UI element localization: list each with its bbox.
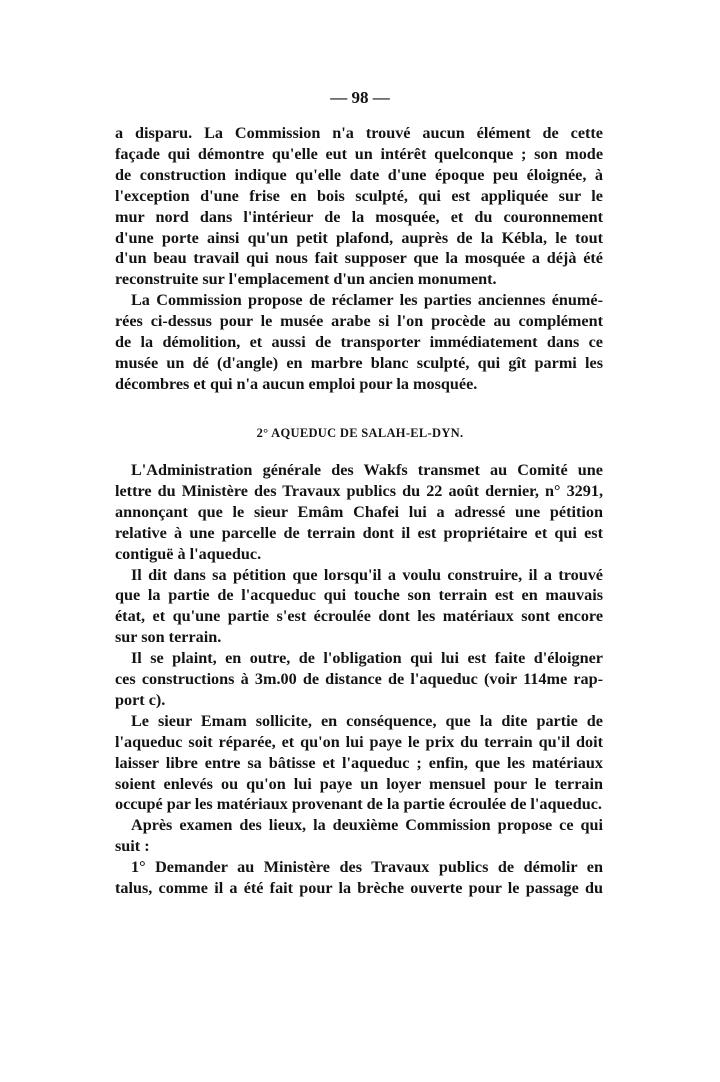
text-line: occupé par les matériaux provenant de la partie écroulée de l'aqueduc. bbox=[115, 795, 602, 814]
text-line: port c). bbox=[115, 690, 166, 709]
text-line: annonçant que le sieur Emâm Chafei lui a adressé une pétition bbox=[115, 502, 603, 521]
text-line: relative à une parcelle de terrain dont il est propriétaire et qui est bbox=[115, 523, 603, 542]
text-line: mur nord dans l'intérieur de la mosquée, et du couronnement bbox=[115, 207, 603, 226]
text-line: de construction indique qu'elle date d'une époque peu éloignée, à bbox=[115, 165, 603, 184]
text-line: d'un beau travail qui nous fait supposer que la mosquée a déjà été bbox=[115, 249, 603, 268]
text-line: Il dit dans sa pétition que lorsqu'il a voulu construire, il a trouvé bbox=[131, 565, 603, 584]
text-line: a disparu. La Commission n'a trouvé aucun élément de cette bbox=[115, 124, 603, 142]
text-line: La Commission propose de réclamer les parties anciennes énumé- bbox=[131, 291, 603, 310]
text-line: L'Administration générale des Wakfs transmet au Comité une bbox=[131, 461, 603, 479]
text-line: contiguë à l'aqueduc. bbox=[115, 544, 262, 563]
text-line: que la partie de l'acqueduc qui touche son terrain est en mauvais bbox=[115, 586, 603, 605]
text-line: état, et qu'une partie s'est écroulée dont les matériaux sont encore bbox=[115, 607, 603, 626]
text-line: l'aqueduc soit réparée, et qu'on lui paye le prix du terrain qu'il doit bbox=[115, 732, 603, 751]
text-line: de la démolition, et aussi de transporter immédiatement dans ce bbox=[115, 333, 603, 351]
text-line: talus, comme il a été fait pour la brèche ouverte pour le passage du bbox=[115, 879, 603, 897]
text-line: lettre du Ministère des Travaux publics du 22 août dernier, n° 3291, bbox=[115, 481, 603, 500]
text-line: d'une porte ainsi qu'un petit plafond, auprès de la Kébla, le tout bbox=[115, 228, 603, 247]
text-line: reconstruite sur l'emplacement d'un ancien monument. bbox=[115, 270, 497, 289]
text-line: Il se plaint, en outre, de l'obligation qui lui est faite d'éloigner bbox=[131, 649, 603, 668]
text-line: soient enlevés ou qu'on lui paye un loyer mensuel pour le terrain bbox=[115, 774, 603, 793]
text-line: suit : bbox=[115, 837, 150, 856]
page-number: — 98 — bbox=[330, 88, 390, 107]
text-line: laisser libre entre sa bâtisse et l'aqueduc ; enfin, que les matériaux bbox=[115, 753, 603, 772]
text-line: Le sieur Emam sollicite, en conséquence, que la dite partie de bbox=[131, 711, 603, 730]
text-line: façade qui démontre qu'elle eut un intérêt quelconque ; son mode bbox=[115, 144, 603, 163]
text-line: décombres et qui n'a aucun emploi pour la mosquée. bbox=[115, 374, 478, 393]
text-line: l'exception d'une frise en bois sculpté, qui est appliquée sur le bbox=[115, 186, 603, 205]
text-line: 1° Demander au Ministère des Travaux publics de démolir en bbox=[131, 858, 603, 877]
text-line: Après examen des lieux, la deuxième Commission propose ce qui bbox=[131, 816, 603, 835]
text-line: sur son terrain. bbox=[115, 628, 222, 647]
section-heading: 2° AQUEDUC DE SALAH-EL-DYN. bbox=[256, 426, 464, 440]
text-line: rées ci-dessus pour le musée arabe si l'on procède au complément bbox=[115, 312, 603, 331]
text-line: ces constructions à 3m.00 de distance de l'aqueduc (voir 114me rap- bbox=[115, 670, 603, 688]
text-line: musée un dé (d'angle) en marbre blanc sculpté, qui gît parmi les bbox=[115, 353, 603, 372]
